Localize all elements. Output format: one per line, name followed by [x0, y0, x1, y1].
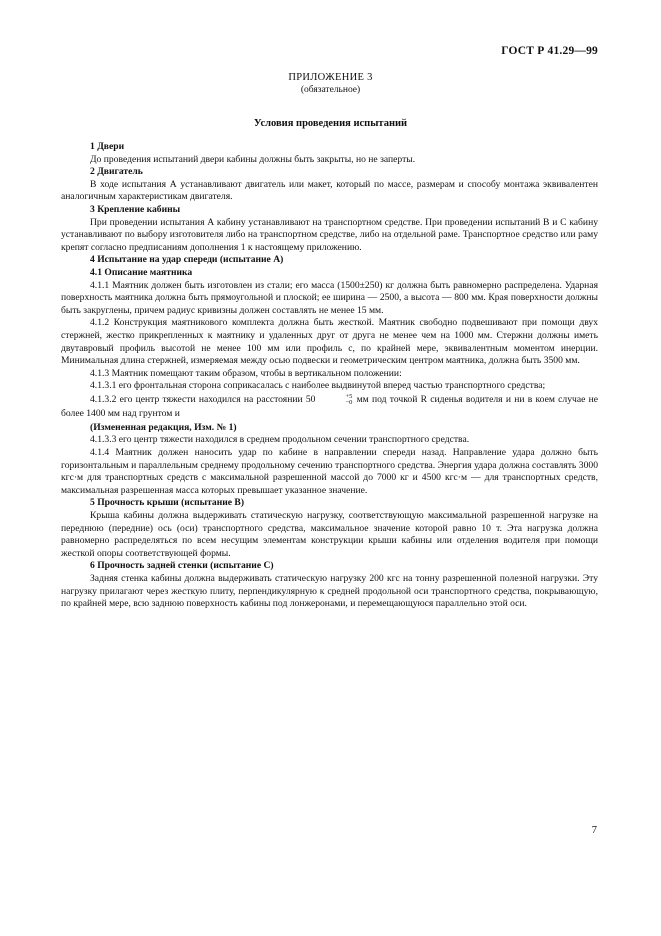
- tolerance-upper: +5: [345, 392, 353, 400]
- section-4-1-4-text: 4.1.4 Маятник должен наносить удар по кабине в направлении спереди назад. Направление удара должно быть горизонтальным и параллельным среднему продольному сечению транспортного средства. Энергия удара должна составлять 3000 кгс·м для транспортных средств с максимальной разрешенной массой до 7000 кг и 4500 кгс·м — для транспортных средств, максимальная разрешенная масса которых превышает указанное значение.: [61, 447, 598, 496]
- section-2-heading: 2 Двигатель: [90, 166, 143, 178]
- section-4-1-3-text: 4.1.3 Маятник помещают таким образом, чтобы в вертикальном положении:: [90, 367, 402, 379]
- tolerance: [316, 394, 352, 406]
- section-6-text: Задняя стенка кабины должна выдерживать статическую нагрузку 200 кгс на тонну разрешенной полезной нагрузки. Эту нагрузку прилагают через жесткую плиту, перпендикулярную к средней продольной оси транспортного средства, покрывающую, по крайней мере, всю заднюю поверхность кабины под лонжеронами, и перемещающуюся параллельно этой оси.: [61, 573, 598, 610]
- section-5-text: Крыша кабины должна выдерживать статическую нагрузку, соответствующую максимальной разрешенной нагрузке на переднюю (передние) ось (оси) транспортного средства, максимальное значение которой равно 10 т. Эта нагрузка должна равномерно распределяться по всем несущим элементам конструкции крыши кабины или отделения водителя при помощи жесткой опоры соответствующей формы.: [61, 510, 598, 559]
- section-3-heading: 3 Крепление кабины: [90, 203, 181, 215]
- section-1-text: До проведения испытаний двери кабины должны быть закрыты, но не заперты.: [90, 153, 416, 165]
- document-title: Условия проведения испытаний: [253, 118, 408, 129]
- section-4-1-3-2-text: [61, 393, 598, 422]
- document-body: [61, 141, 598, 611]
- section-4-1-heading: 4.1 Описание маятника: [90, 266, 193, 278]
- standard-code: ГОСТ Р 41.29—99: [501, 45, 598, 57]
- appendix-subtitle: (обязательное): [300, 85, 361, 95]
- section-4-heading: 4 Испытание на удар спереди (испытание А): [90, 254, 284, 266]
- section-2-text: В ходе испытания А устанавливают двигатель или макет, который по массе, размерам и способу монтажа эквивалентен аналогичным характеристикам двигателя.: [61, 178, 598, 203]
- amendment-note: (Измененная редакция, Изм. № 1): [90, 421, 237, 433]
- section-6-heading: 6 Прочность задней стенки (испытание С): [90, 560, 274, 572]
- tolerance-lower: −0: [345, 398, 353, 406]
- section-4-1-2-text: 4.1.2 Конструкция маятникового комплекта должна быть жесткой. Маятник свободно подвешивают при помощи двух стержней, жестко прикрепленных к маятнику и удаленных друг от друга не менее чем на 1000 мм. Стержни должны иметь двутавровый профиль высотой не менее 100 мм или профиль с, по крайней мере, эквивалентным моментом инерции. Минимальная длина стержней, измеряемая между осью подвески и геометрическим центром маятника, должна быть 3500 мм.: [61, 317, 598, 367]
- appendix-title: ПРИЛОЖЕНИЕ 3: [288, 72, 373, 83]
- page-number: 7: [591, 825, 597, 836]
- section-4-1-3-3-text: 4.1.3.3 его центр тяжести находился в среднем продольном сечении транспортного средства.: [90, 434, 470, 446]
- section-4-1-3-2-pre: 4.1.3.2 его центр тяжести находился на расстоянии 50: [90, 393, 316, 405]
- section-4-1-1-text: 4.1.1 Маятник должен быть изготовлен из стали; его масса (1500±250) кг должна быть равномерно распределена. Ударная поверхность маятника должна быть прямоугольной и плоской; ее ширина — 2500, а высота — 800 мм. Края поверхности должны быть закруглены, причем радиус кривизны должен составлять не менее 15 мм.: [61, 279, 598, 316]
- section-4-1-3-2-post: мм под точкой R сиденья водителя и ни в коем случае не более 1400 мм над грунтом и: [61, 393, 598, 420]
- section-1-heading: 1 Двери: [90, 141, 125, 152]
- section-5-heading: 5 Прочность крыши (испытание В): [90, 497, 245, 509]
- section-4-1-3-1-text: 4.1.3.1 его фронтальная сторона соприкасалась с наиболее выдвинутой вперед частью транспортного средства;: [90, 380, 546, 392]
- section-3-text: При проведении испытания А кабину устанавливают на транспортном средстве. При проведении испытаний В и С кабину устанавливают по выбору изготовителя либо на транспортном средстве, либо на отдельной раме. Транспортное средство или раму крепят согласно предписаниям дополнения 1 к настоящему приложению.: [61, 216, 598, 253]
